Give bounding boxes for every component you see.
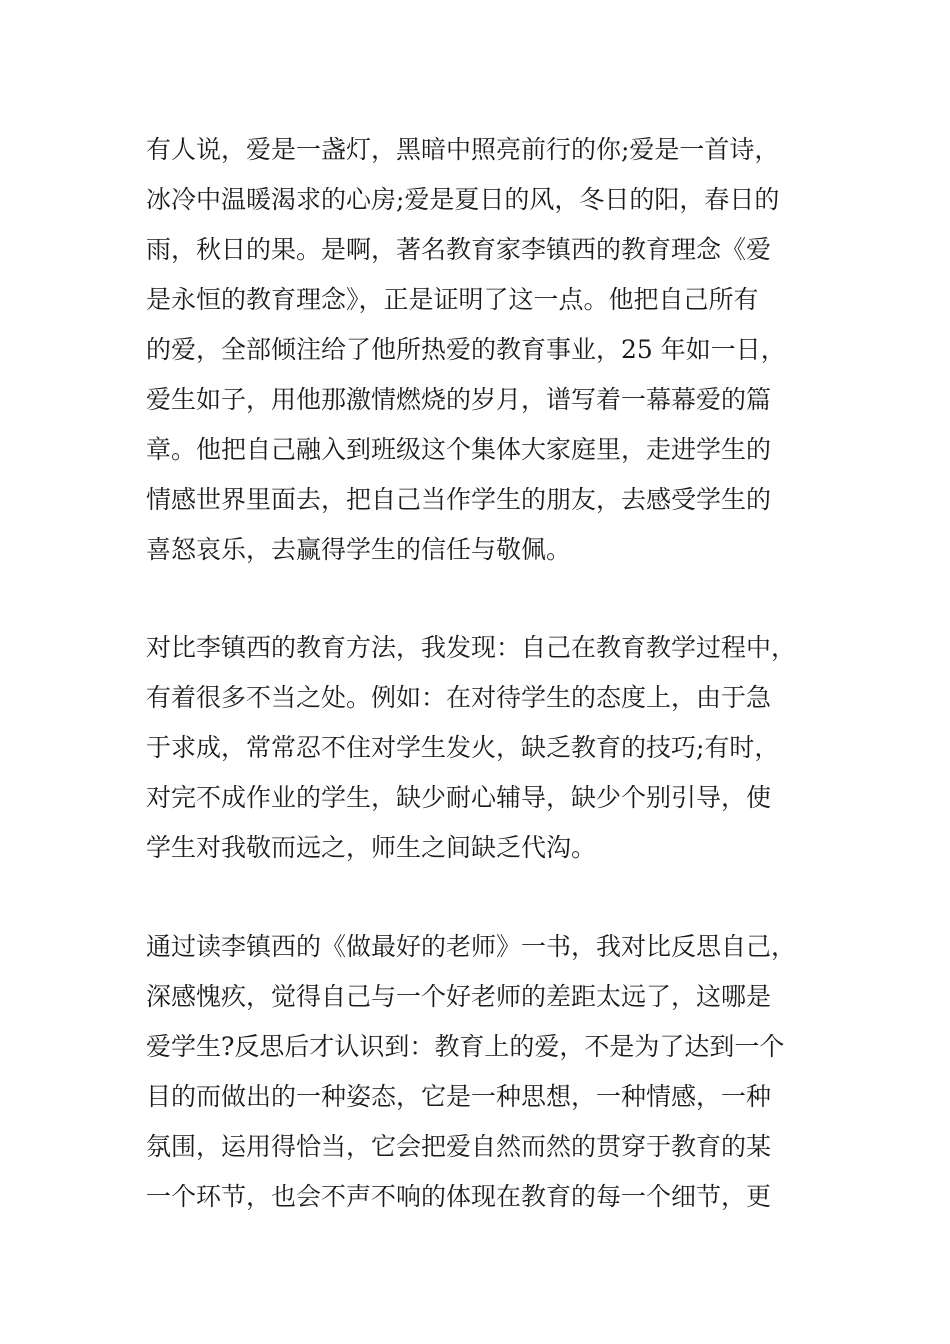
paragraph-line: 冰冷中温暖渴求的心房;爱是夏日的风，冬日的阳，春日的 bbox=[146, 185, 780, 214]
paragraph-line: 通过读李镇西的《做最好的老师》一书，我对比反思自己， bbox=[146, 932, 797, 961]
paragraph-line: 目的而做出的一种姿态，它是一种思想，一种情感，一种 bbox=[146, 1082, 772, 1111]
paragraph-line: 有着很多不当之处。例如：在对待学生的态度上，由于急 bbox=[146, 683, 772, 712]
paragraph-line: 雨，秋日的果。是啊，著名教育家李镇西的教育理念《爱 bbox=[146, 235, 772, 264]
paragraph-line: 一个环节，也会不声不响的体现在教育的每一个细节，更 bbox=[146, 1182, 772, 1211]
paragraph-1 bbox=[146, 125, 846, 575]
paragraph-3 bbox=[146, 922, 846, 1222]
paragraph-line: 爱生如子，用他那激情燃烧的岁月，谱写着一幕幕爱的篇 bbox=[146, 385, 772, 414]
paragraph-line: 对比李镇西的教育方法，我发现：自己在教育教学过程中， bbox=[146, 633, 797, 662]
paragraph-line: 氛围，运用得恰当，它会把爱自然而然的贯穿于教育的某 bbox=[146, 1132, 772, 1161]
paragraph-line: 的爱，全部倾注给了他所热爱的教育事业，25 年如一日， bbox=[146, 335, 786, 364]
paragraph-line: 是永恒的教育理念》，正是证明了这一点。他把自己所有 bbox=[146, 285, 759, 314]
paragraph-line: 爱学生?反思后才认识到：教育上的爱，不是为了达到一个 bbox=[146, 1032, 785, 1061]
paragraph-line: 深感愧疚，觉得自己与一个好老师的差距太远了，这哪是 bbox=[146, 982, 772, 1011]
paragraph-2 bbox=[146, 623, 846, 873]
paragraph-line: 章。他把自己融入到班级这个集体大家庭里，走进学生的 bbox=[146, 435, 772, 464]
paragraph-line: 对完不成作业的学生，缺少耐心辅导，缺少个别引导，使 bbox=[146, 783, 772, 812]
paragraph-line: 喜怒哀乐，去赢得学生的信任与敬佩。 bbox=[146, 535, 572, 564]
paragraph-line: 情感世界里面去，把自己当作学生的朋友，去感受学生的 bbox=[146, 485, 772, 514]
paragraph-line: 于求成，常常忍不住对学生发火，缺乏教育的技巧;有时， bbox=[146, 733, 780, 762]
paragraph-line: 学生对我敬而远之，师生之间缺乏代沟。 bbox=[146, 833, 597, 862]
paragraph-line: 有人说，爱是一盏灯，黑暗中照亮前行的你;爱是一首诗， bbox=[146, 135, 780, 164]
